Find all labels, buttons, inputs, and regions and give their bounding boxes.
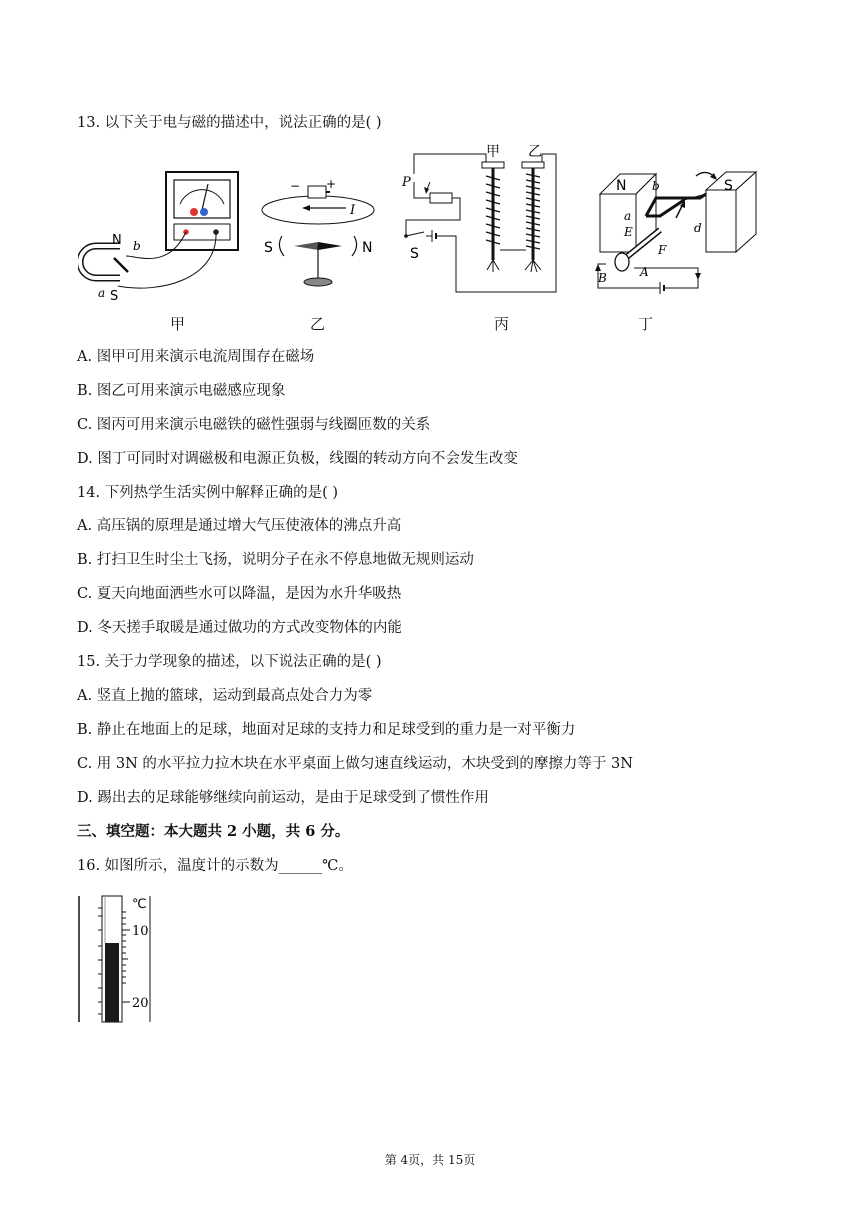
label-e: E: [624, 225, 633, 239]
tick-label-20: 20: [132, 996, 149, 1011]
figure-yi: [258, 170, 388, 300]
figure-ding: [588, 164, 763, 304]
q13-option-b: B. 图乙可用来演示电磁感应现象: [77, 383, 286, 399]
caption-bing: 丙: [494, 315, 510, 333]
label-b: b: [133, 239, 141, 253]
label-n: N: [616, 178, 627, 194]
label-f: F: [658, 243, 667, 257]
label-n: N: [362, 240, 373, 256]
label-s: S: [264, 240, 273, 256]
q13-option-a: A. 图甲可用来演示电流周围存在磁场: [77, 349, 315, 365]
label-a: a: [98, 286, 106, 300]
label-bb: B: [598, 271, 607, 285]
q14-option-c: C. 夏天向地面洒些水可以降温，是因为水升华吸热: [77, 586, 402, 602]
q15-option-c: C. 用 3N 的水平拉力拉木块在水平桌面上做匀速直线运动，木块受到的摩擦力等于 3N: [77, 756, 633, 772]
label-s: S: [110, 289, 119, 304]
q13-option-c: C. 图丙可用来演示电磁铁的磁性强弱与线圈匝数的关系: [77, 417, 431, 433]
label-s: S: [410, 246, 419, 262]
caption-ding: 丁: [638, 315, 654, 333]
label-d: d: [694, 221, 702, 235]
label-b: b: [652, 179, 660, 193]
label-n: N: [112, 233, 122, 248]
thermometer-figure: [74, 890, 164, 1026]
label-plus: +: [326, 177, 337, 191]
question-16-stem: 16. 如图所示，温度计的示数为______℃。: [77, 858, 353, 874]
q14-option-d: D. 冬天搓手取暖是通过做功的方式改变物体的内能: [77, 620, 402, 636]
thermometer-unit: ℃: [132, 897, 147, 912]
section-heading: 三、填空题：本大题共 2 小题，共 6 分。: [77, 823, 350, 840]
question-15-stem: 15. 关于力学现象的描述，以下说法正确的是( ): [77, 654, 382, 670]
question-14-stem: 14. 下列热学生活实例中解释正确的是( ): [77, 485, 339, 501]
label-current: I: [350, 203, 356, 218]
q15-option-d: D. 踢出去的足球能够继续向前运动，是由于足球受到了惯性作用: [77, 790, 489, 806]
q14-option-a: A. 高压锅的原理是通过增大气压使液体的沸点升高: [77, 518, 402, 534]
label-jia: 甲: [486, 144, 500, 160]
label-p: P: [402, 175, 411, 190]
page-footer: 第 4页，共 15页: [384, 1153, 476, 1167]
q15-option-a: A. 竖直上抛的篮球，运动到最高点处合力为零: [77, 688, 373, 704]
label-s: S: [724, 178, 733, 194]
q15-option-b: B. 静止在地面上的足球，地面对足球的支持力和足球受到的重力是一对平衡力: [77, 722, 576, 738]
tick-label-10: 10: [132, 924, 149, 939]
label-minus: −: [290, 179, 301, 193]
caption-jia: 甲: [170, 315, 186, 333]
label-aa: A: [640, 265, 649, 279]
caption-yi: 乙: [310, 315, 326, 333]
q13-option-d: D. 图丁可同时对调磁极和电源正负极，线圈的转动方向不会发生改变: [77, 451, 518, 467]
figure-jia: [78, 160, 248, 310]
figure-bing: [396, 140, 576, 305]
label-yi: 乙: [528, 144, 542, 160]
question-13-stem: 13. 以下关于电与磁的描述中，说法正确的是( ): [77, 115, 382, 131]
q14-option-b: B. 打扫卫生时尘土飞扬，说明分子在永不停息地做无规则运动: [77, 552, 474, 568]
label-a: a: [624, 209, 632, 223]
